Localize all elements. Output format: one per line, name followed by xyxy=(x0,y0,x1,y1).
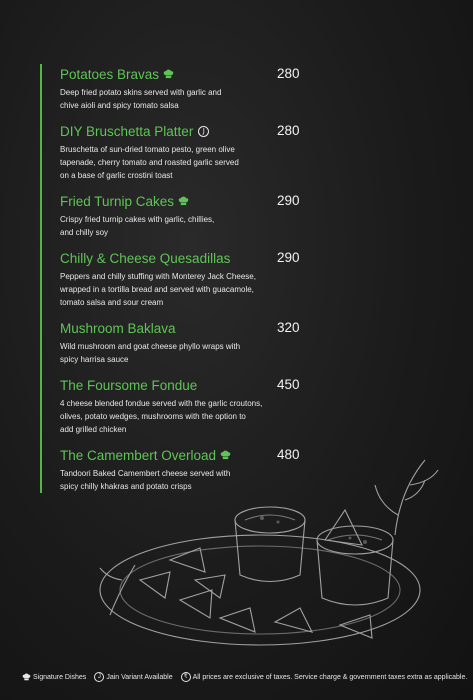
item-price: 280 xyxy=(277,123,300,138)
item-name: Potatoes Bravas xyxy=(60,67,174,82)
legend-jain: J Jain Variant Available xyxy=(94,672,172,682)
item-price: 320 xyxy=(277,320,300,335)
item-price: 290 xyxy=(277,250,300,265)
plate-illustration xyxy=(0,440,473,660)
menu-item-potatoes-bravas xyxy=(42,64,302,112)
item-description: Bruschetta of sun-dried tomato pesto, green olive tapenade, cherry tomato and roasted garlic served on a base of garlic crostini toast xyxy=(60,145,239,180)
item-description: Wild mushroom and goat cheese phyllo wraps with spicy harrisa sauce xyxy=(60,342,241,364)
item-name: Chilly & Cheese Quesadillas xyxy=(60,250,231,266)
chef-hat-icon xyxy=(163,69,174,79)
rupee-icon: ₹ xyxy=(181,672,191,682)
item-description: Tandoori Baked Camembert cheese served with spicy chilly khakras and potato crisps xyxy=(60,469,231,491)
menu-item-foursome-fondue xyxy=(42,375,302,436)
item-name: The Camembert Overload xyxy=(60,448,231,463)
chef-hat-icon xyxy=(178,196,189,206)
item-description: Deep fried potato skins served with garlic and chive aioli and spicy tomato salsa xyxy=(60,88,222,110)
item-price: 450 xyxy=(277,377,300,392)
menu-item-diy-bruschetta-platter xyxy=(42,121,302,182)
legend-signature: Signature Dishes xyxy=(22,673,86,681)
item-description: Peppers and chilly stuffing with Monterey Jack Cheese, wrapped in a tortilla bread and served with guacamole, tomato salsa and sour cream xyxy=(60,272,256,307)
item-name: Fried Turnip Cakes xyxy=(60,194,189,209)
item-description: Crispy fried turnip cakes with garlic, chillies, and chilly soy xyxy=(60,215,215,237)
item-price: 280 xyxy=(277,66,300,81)
jain-icon: J xyxy=(94,672,104,682)
menu-list xyxy=(40,64,302,493)
menu-item-mushroom-baklava xyxy=(42,318,302,366)
item-description: 4 cheese blended fondue served with the garlic croutons, olives, potato wedges, mushrooms with the option to add grilled chicken xyxy=(60,399,263,434)
chef-hat-icon xyxy=(22,673,31,681)
legend-tax: ₹ All prices are exclusive of taxes. Service charge & government taxes extra as applicable. xyxy=(181,672,468,682)
item-name: Mushroom Baklava xyxy=(60,320,176,336)
item-name: DIY Bruschetta Platter J xyxy=(60,124,209,139)
menu-item-chilly-cheese-quesadillas xyxy=(42,248,302,309)
item-name: The Foursome Fondue xyxy=(60,377,198,393)
item-price: 290 xyxy=(277,193,300,208)
menu-item-fried-turnip-cakes xyxy=(42,191,302,239)
jain-icon: J xyxy=(198,126,209,137)
item-price: 480 xyxy=(277,447,300,462)
footer-legend xyxy=(22,672,468,682)
